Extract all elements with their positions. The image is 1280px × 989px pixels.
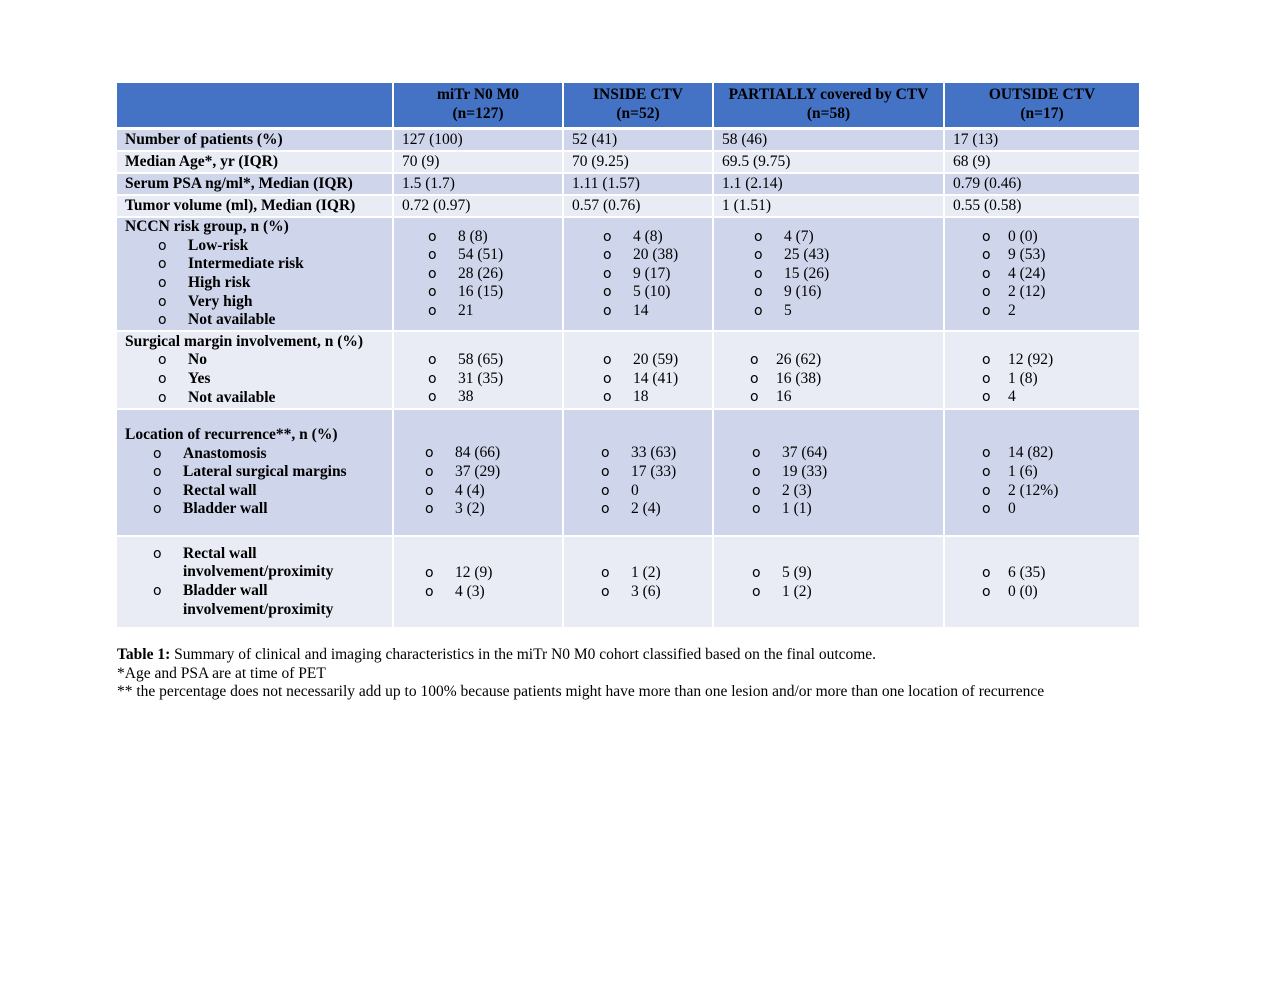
bullet-icon: o — [428, 370, 437, 387]
list-item: o 14 (41) — [603, 369, 679, 387]
list-item: o 0 — [982, 500, 1016, 518]
location-categories — [125, 445, 392, 519]
list-item: o 3 (6) — [601, 583, 661, 600]
header-cell-partially: PARTIALLY covered by CTV (n=58) — [713, 83, 944, 129]
list-item: o 2 (4) — [601, 500, 661, 518]
bullet-icon: o — [752, 482, 761, 499]
bullet-icon: o — [601, 463, 610, 480]
list-item: o 2 — [982, 301, 1016, 319]
bullet-icon: o — [982, 584, 991, 600]
list-item: o 26 (62) — [750, 351, 822, 369]
list-item: o Not available — [158, 388, 276, 406]
wall-categories — [125, 545, 392, 619]
table-cell: 52 (41) — [563, 129, 713, 152]
bullet-icon: o — [750, 389, 759, 406]
bullet-icon: o — [754, 247, 763, 264]
list-item: o 15 (26) — [754, 264, 830, 282]
bullet-icon: o — [603, 370, 612, 387]
bullet-icon: o — [428, 265, 437, 282]
bullet-icon: o — [425, 445, 434, 462]
header-cell-outside: OUTSIDE CTV (n=17) — [944, 83, 1139, 129]
value-list — [722, 228, 943, 321]
list-item: o 16 — [750, 388, 792, 406]
list-item: o 58 (65) — [428, 351, 504, 369]
bullet-icon: o — [752, 463, 761, 480]
bullet-icon: o — [428, 247, 437, 264]
table-cell — [944, 331, 1139, 409]
table-cell: 1.1 (2.14) — [713, 173, 944, 195]
table-row — [117, 195, 1139, 217]
bullet-icon: o — [752, 584, 761, 600]
list-item: o 38 — [428, 388, 474, 406]
bullet-icon: o — [603, 302, 612, 319]
bullet-icon: o — [425, 584, 434, 600]
nccn-categories — [125, 237, 392, 330]
row-label: Surgical margin involvement, n (%) — [125, 332, 364, 350]
caption-title: Table 1: — [117, 646, 171, 663]
list-item: o Bladder wall — [153, 500, 268, 518]
bullet-icon: o — [158, 312, 167, 329]
bullet-icon: o — [428, 389, 437, 406]
list-item: o 4 — [982, 388, 1016, 406]
bullet-icon: o — [153, 445, 162, 462]
table-cell — [563, 217, 713, 331]
table-cell: 0.79 (0.46) — [944, 173, 1139, 195]
value-list — [402, 351, 562, 407]
list-item: o Bladder wall involvement/proximity — [153, 582, 334, 618]
table-row — [117, 129, 1139, 152]
header-cell-inside: INSIDE CTV (n=52) — [563, 83, 713, 129]
list-item: o 21 — [428, 301, 474, 319]
list-item: o 25 (43) — [754, 246, 830, 264]
bullet-icon: o — [982, 228, 991, 245]
list-item: o Anastomosis — [153, 444, 267, 462]
list-item: o 18 — [603, 388, 649, 406]
bullet-icon: o — [428, 352, 437, 369]
list-item: o 4 (3) — [425, 583, 485, 600]
bullet-icon: o — [425, 482, 434, 499]
list-item: o 84 (66) — [425, 444, 501, 462]
table-row-location — [117, 409, 1139, 536]
value-list — [402, 444, 562, 518]
list-item: o 2 (3) — [752, 481, 812, 499]
list-item: o 2 (12%) — [982, 481, 1059, 499]
bullet-icon: o — [425, 463, 434, 480]
bullet-icon: o — [153, 583, 162, 599]
list-item: o 6 (35) — [982, 564, 1046, 582]
bullet-icon: o — [425, 501, 434, 518]
list-item: o 16 (38) — [750, 369, 822, 387]
list-item: o 1 (2) — [752, 583, 812, 600]
list-item: o 4 (24) — [982, 264, 1046, 282]
list-item: o 28 (26) — [428, 264, 504, 282]
header-cell-mitr: miTr N0 M0 (n=127) — [393, 83, 563, 129]
list-item: o Not available — [158, 311, 276, 329]
bullet-icon: o — [750, 352, 759, 369]
list-item: o 37 (29) — [425, 462, 501, 480]
list-item: o 5 — [754, 301, 792, 319]
table-cell — [944, 409, 1139, 536]
bullet-icon: o — [982, 445, 991, 462]
row-label: Number of patients (%) — [117, 129, 393, 152]
bullet-icon: o — [601, 501, 610, 518]
bullet-icon: o — [158, 293, 167, 310]
list-item: o 14 — [603, 301, 649, 319]
bullet-icon: o — [754, 265, 763, 282]
table-row-surgical-margin — [117, 331, 1139, 409]
bullet-icon: o — [754, 284, 763, 301]
bullet-icon: o — [153, 464, 162, 481]
bullet-icon: o — [982, 389, 991, 406]
location-label-cell — [117, 409, 393, 536]
value-list — [572, 444, 712, 518]
list-item: o Very high — [158, 292, 253, 310]
list-item: o 9 (53) — [982, 246, 1046, 264]
list-item: o 9 (17) — [603, 264, 671, 282]
value-list — [572, 351, 712, 407]
bullet-icon: o — [153, 545, 162, 562]
list-item: o 3 (2) — [425, 500, 485, 518]
table-cell: 0.55 (0.58) — [944, 195, 1139, 217]
value-list — [572, 228, 712, 321]
table-row-nccn — [117, 217, 1139, 331]
list-item: o 4 (8) — [603, 227, 663, 245]
list-item: o 20 (59) — [603, 351, 679, 369]
table-cell — [713, 217, 944, 331]
value-list — [402, 564, 562, 601]
bullet-icon: o — [158, 275, 167, 291]
bullet-icon: o — [982, 565, 991, 582]
row-label: Location of recurrence**, n (%) — [125, 426, 338, 444]
table-cell: 1 (1.51) — [713, 195, 944, 217]
value-list — [722, 564, 943, 601]
list-item: o 12 (92) — [982, 351, 1054, 369]
list-item: o 14 (82) — [982, 444, 1054, 462]
list-item: o 9 (16) — [754, 283, 822, 301]
list-item: o 0 — [601, 481, 639, 499]
list-item: o Lateral surgical margins — [153, 463, 347, 481]
row-label: Serum PSA ng/ml*, Median (IQR) — [117, 173, 393, 195]
bullet-icon: o — [158, 389, 167, 406]
table-row-wall-involvement — [117, 536, 1139, 628]
list-item: o 17 (33) — [601, 462, 677, 480]
summary-table — [117, 83, 1139, 629]
row-label: Tumor volume (ml), Median (IQR) — [117, 195, 393, 217]
list-item: o 1 (8) — [982, 369, 1038, 387]
list-item: o 1 (6) — [982, 462, 1038, 480]
bullet-icon: o — [982, 352, 991, 369]
bullet-icon: o — [982, 302, 991, 319]
table-cell — [944, 217, 1139, 331]
bullet-icon: o — [603, 352, 612, 369]
list-item: o 19 (33) — [752, 462, 828, 480]
bullet-icon: o — [982, 501, 991, 518]
bullet-icon: o — [428, 302, 437, 319]
bullet-icon: o — [158, 371, 167, 387]
bullet-icon: o — [158, 352, 167, 369]
value-list — [722, 351, 943, 407]
bullet-icon: o — [982, 247, 991, 264]
bullet-icon: o — [982, 370, 991, 387]
table-cell: 1.11 (1.57) — [563, 173, 713, 195]
bullet-icon: o — [752, 501, 761, 518]
table-cell: 70 (9.25) — [563, 151, 713, 173]
table-cell — [563, 409, 713, 536]
value-list — [953, 444, 1139, 518]
caption-text: Summary of clinical and imaging characteristics in the miTr N0 M0 cohort classified based on the final outcome. — [170, 646, 877, 663]
bullet-icon: o — [982, 284, 991, 301]
table-cell: 0.57 (0.76) — [563, 195, 713, 217]
bullet-icon: o — [982, 482, 991, 499]
bullet-icon: o — [754, 228, 763, 245]
list-item: o Intermediate risk — [158, 255, 304, 273]
list-item: o 1 (1) — [752, 500, 812, 518]
bullet-icon: o — [158, 256, 167, 273]
footnote-age-psa: *Age and PSA are at time of PET — [117, 664, 326, 682]
bullet-icon: o — [428, 228, 437, 245]
list-item: o 4 (4) — [425, 481, 485, 499]
bullet-icon: o — [603, 247, 612, 264]
bullet-icon: o — [601, 445, 610, 462]
bullet-icon: o — [752, 445, 761, 462]
list-item: o 4 (7) — [754, 227, 814, 245]
table-cell — [393, 331, 563, 409]
value-list — [953, 351, 1139, 407]
bullet-icon: o — [750, 370, 759, 387]
bullet-icon: o — [428, 284, 437, 301]
list-item: o 2 (12) — [982, 283, 1046, 301]
list-item: o Rectal wall — [153, 481, 257, 499]
bullet-icon: o — [601, 584, 610, 600]
list-item: o 16 (15) — [428, 283, 504, 301]
list-item: o 1 (2) — [601, 564, 661, 582]
value-list — [953, 564, 1139, 601]
table-cell: 70 (9) — [393, 151, 563, 173]
row-label: Median Age*, yr (IQR) — [117, 151, 393, 173]
list-item: o 0 (0) — [982, 227, 1038, 245]
value-list — [722, 444, 943, 518]
table-cell: 17 (13) — [944, 129, 1139, 152]
footnote-percentage: ** the percentage does not necessarily add up to 100% because patients might have more than one lesion and/or more than one location of recurrence — [117, 683, 1045, 701]
list-item: o High risk — [158, 274, 251, 291]
value-list — [953, 228, 1139, 321]
table-cell: 1.5 (1.7) — [393, 173, 563, 195]
table-cell — [944, 536, 1139, 628]
value-list — [572, 564, 712, 601]
list-item: o 12 (9) — [425, 564, 493, 582]
list-item: o 54 (51) — [428, 246, 504, 264]
list-item: o 33 (63) — [601, 444, 677, 462]
table-cell: 58 (46) — [713, 129, 944, 152]
bullet-icon: o — [153, 482, 162, 499]
table-cell: 69.5 (9.75) — [713, 151, 944, 173]
list-item: o 8 (8) — [428, 227, 488, 245]
table-cell: 68 (9) — [944, 151, 1139, 173]
bullet-icon: o — [982, 265, 991, 282]
table-row — [117, 151, 1139, 173]
bullet-icon: o — [158, 237, 167, 254]
bullet-icon: o — [982, 463, 991, 480]
list-item: o 5 (9) — [752, 564, 812, 582]
bullet-icon: o — [603, 265, 612, 282]
list-item: o Yes — [158, 370, 211, 387]
header-cell-empty — [117, 83, 393, 129]
surgical-label-cell — [117, 331, 393, 409]
list-item: o Rectal wall involvement/proximity — [153, 544, 334, 581]
table-cell — [713, 409, 944, 536]
table-row — [117, 173, 1139, 195]
nccn-label-cell — [117, 217, 393, 331]
value-list — [402, 228, 562, 321]
header-row — [117, 83, 1139, 129]
wall-label-cell — [117, 536, 393, 628]
bullet-icon: o — [425, 565, 434, 582]
bullet-icon: o — [754, 302, 763, 319]
row-label: NCCN risk group, n (%) — [125, 218, 289, 236]
list-item: o 5 (10) — [603, 283, 671, 301]
bullet-icon: o — [603, 389, 612, 406]
caption-line — [117, 646, 1044, 665]
table-cell — [713, 536, 944, 628]
list-item: o 37 (64) — [752, 444, 828, 462]
table-cell — [393, 409, 563, 536]
surgical-categories — [125, 351, 392, 407]
table-cell: 127 (100) — [393, 129, 563, 152]
bullet-icon: o — [603, 228, 612, 245]
bullet-icon: o — [603, 284, 612, 301]
list-item: o 31 (35) — [428, 369, 504, 387]
list-item: o 20 (38) — [603, 246, 679, 264]
list-item: o No — [158, 351, 207, 369]
table-cell — [393, 217, 563, 331]
table-cell — [563, 331, 713, 409]
list-item: o 0 (0) — [982, 583, 1038, 600]
list-item: o Low-risk — [158, 236, 249, 254]
bullet-icon: o — [752, 565, 761, 582]
bullet-icon: o — [601, 565, 610, 582]
table-cell — [713, 331, 944, 409]
table-cell — [393, 536, 563, 628]
bullet-icon: o — [601, 482, 610, 499]
table-cell — [563, 536, 713, 628]
table-caption — [117, 646, 1044, 702]
bullet-icon: o — [153, 501, 162, 518]
table-cell: 0.72 (0.97) — [393, 195, 563, 217]
